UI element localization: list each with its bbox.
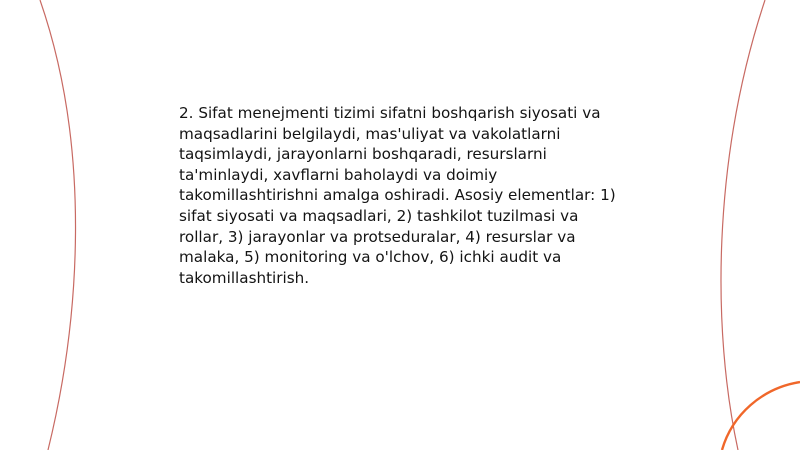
left-arc [40,0,76,450]
right-arc [721,0,765,450]
orange-accent-arc [722,382,800,450]
slide-body-text: 2. Sifat menejmenti tizimi sifatni boshqarish siyosati va maqsadlarini belgilaydi, mas'uliyat va vakolatlarni taqsimlaydi, jarayonlarni boshqaradi, resurslarni ta'minlaydi, xavflarni baholaydi va doimiy takomillashtirishni amalga oshiradi. Asosiy elementlar: 1) sifat siyosati va maqsadlari, 2) tashkilot tuzilmasi va rollar, 3) jarayonlar va protseduralar, 4) resurslar va malaka, 5) monitoring va o'lchov, 6) ichki audit va takomillashtirish. [179,104,616,287]
